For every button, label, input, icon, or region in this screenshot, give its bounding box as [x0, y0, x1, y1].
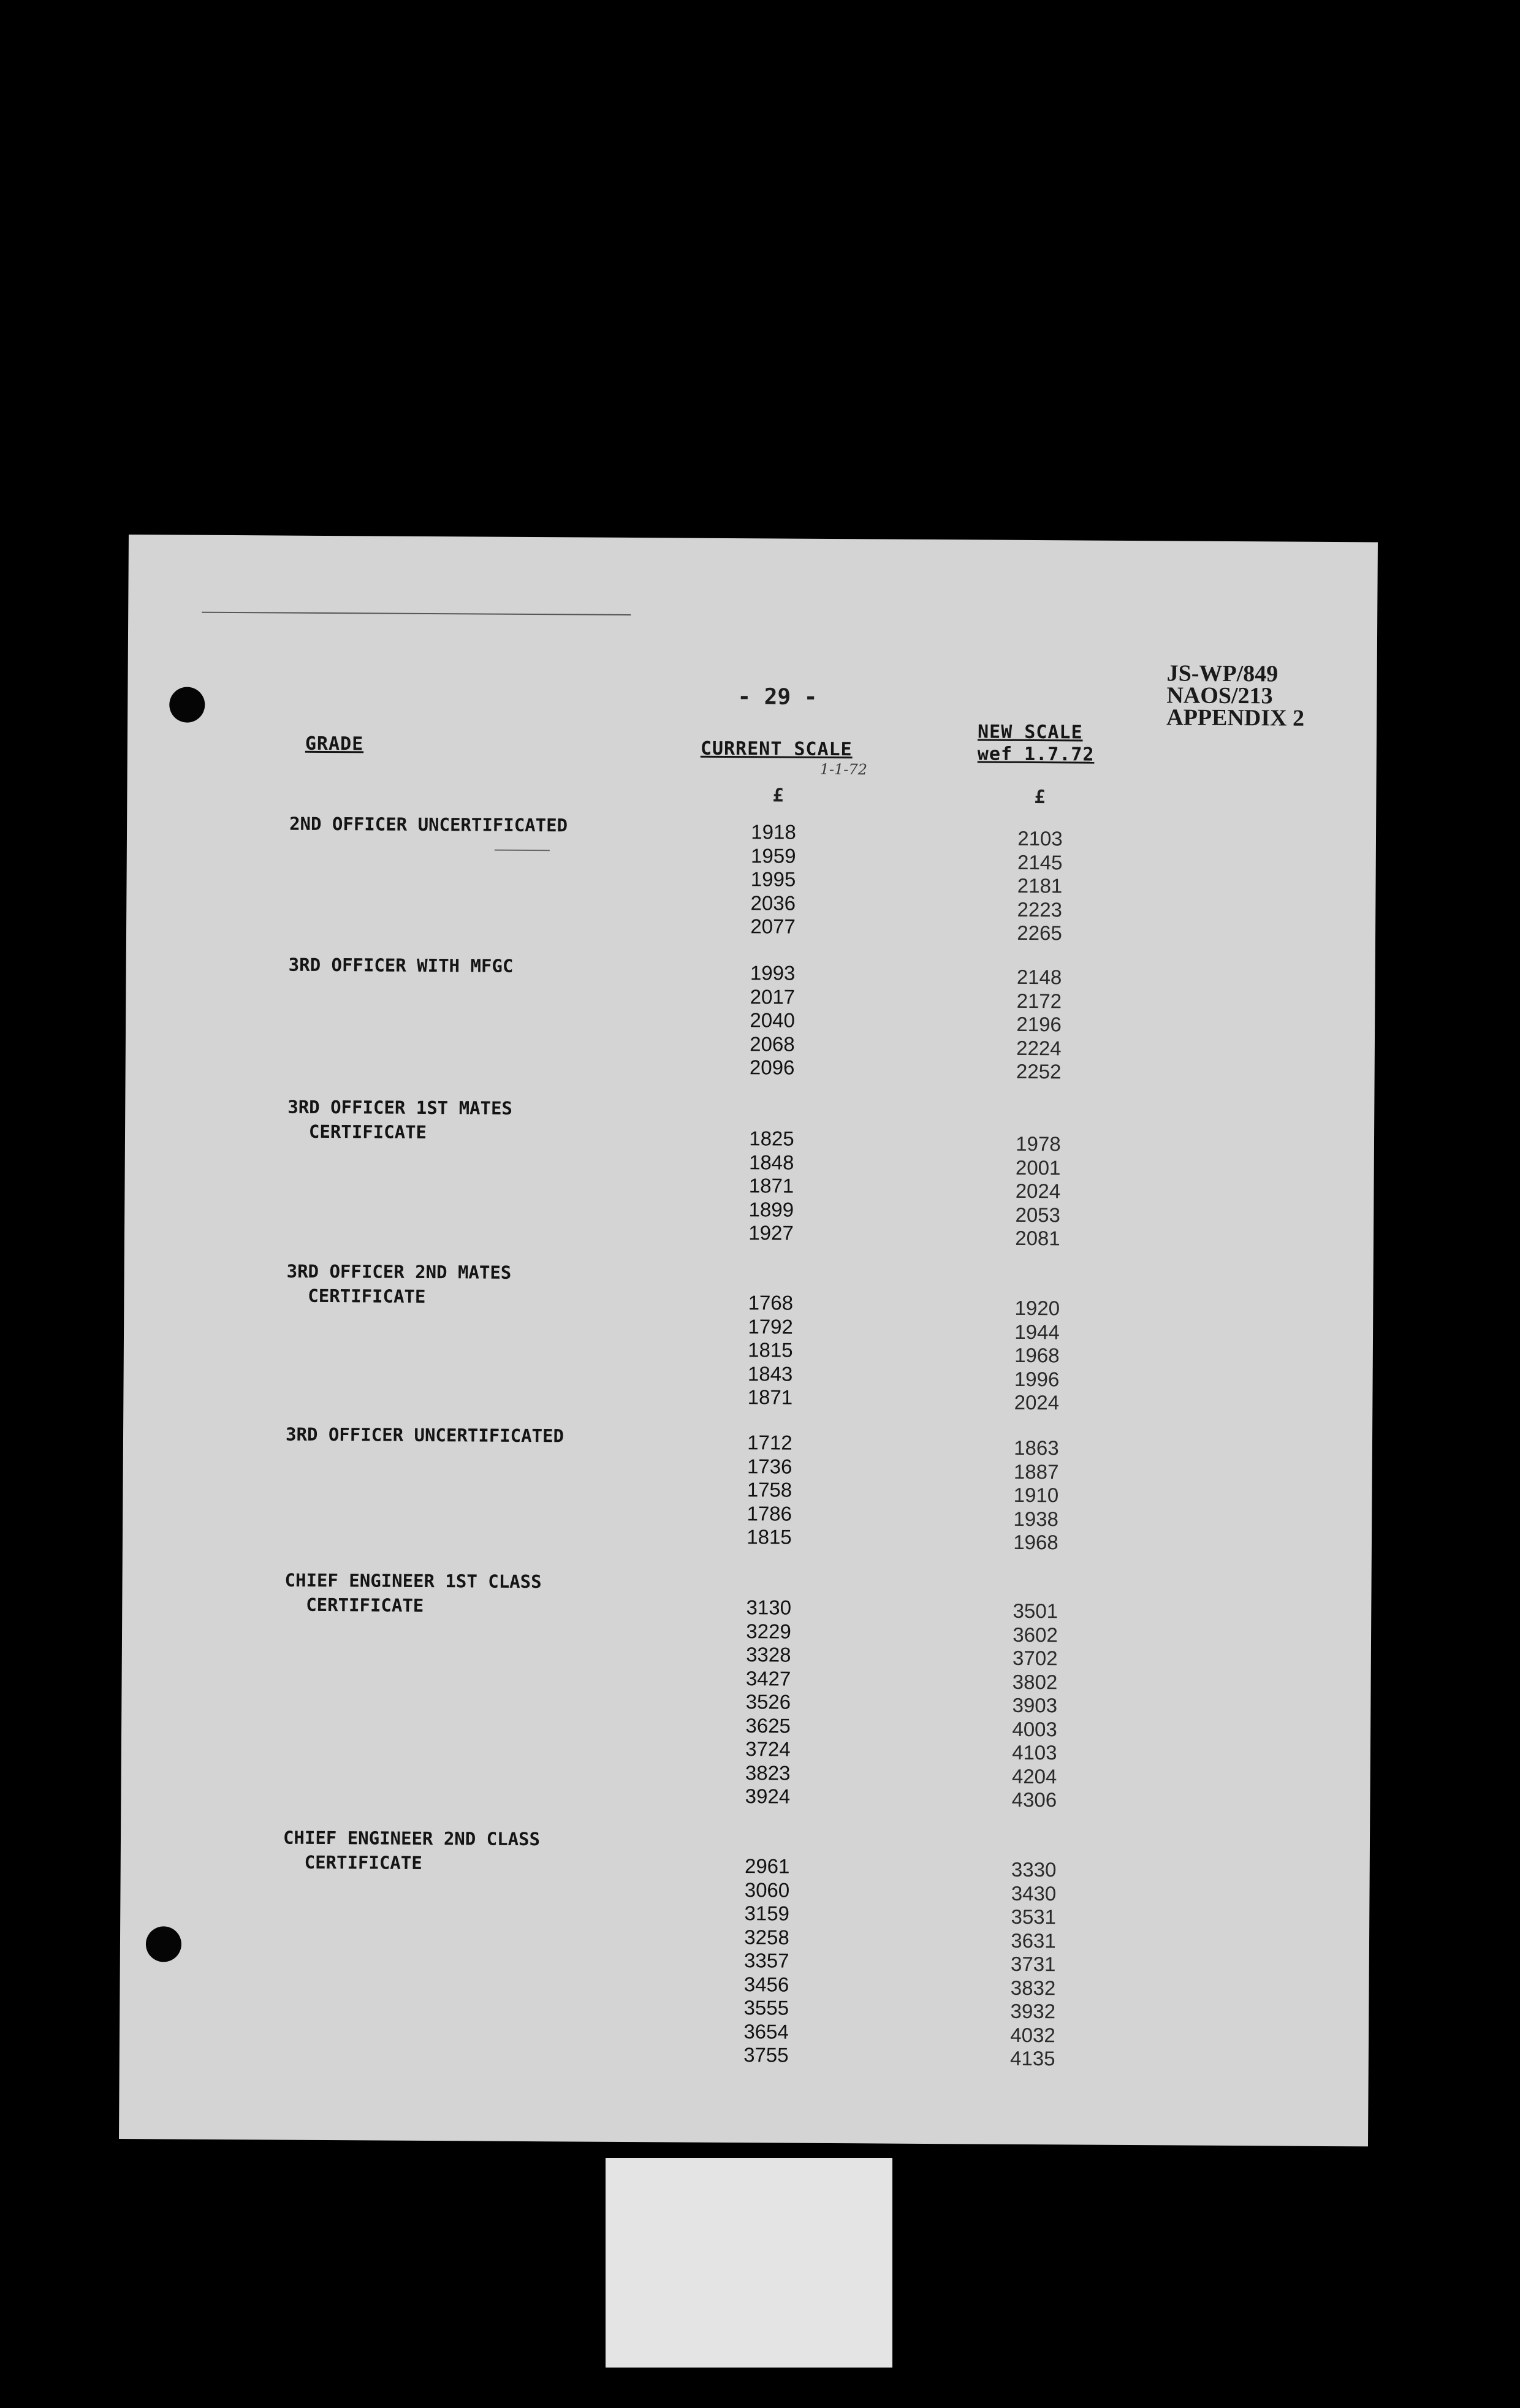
- new-value: 3501: [1013, 1599, 1058, 1623]
- new-value: 1944: [1014, 1320, 1060, 1343]
- grade-underline: [495, 850, 550, 852]
- current-value: 1871: [747, 1385, 793, 1409]
- current-value: 1768: [748, 1291, 794, 1314]
- current-value: 1736: [747, 1454, 792, 1478]
- current-value: 1758: [747, 1478, 792, 1501]
- new-value: 2103: [1017, 826, 1063, 850]
- grade-label: 2ND OFFICER UNCERTIFICATED: [289, 813, 568, 836]
- new-value: 3932: [1010, 1999, 1056, 2023]
- current-value: 1712: [747, 1431, 792, 1454]
- current-value: 3130: [746, 1596, 792, 1619]
- current-scale-values: [731, 1596, 805, 1808]
- new-value: 4135: [1010, 2046, 1055, 2070]
- current-value: 3456: [743, 1972, 789, 1996]
- new-value: 2224: [1016, 1036, 1062, 1059]
- current-value: 3357: [743, 1949, 789, 1972]
- current-value: 1786: [747, 1501, 792, 1525]
- new-value: 1863: [1014, 1436, 1059, 1460]
- current-value: 2096: [749, 1056, 795, 1079]
- current-value: 3159: [744, 1902, 790, 1925]
- current-value: 1959: [750, 844, 796, 867]
- paper-scrap: [606, 2158, 892, 2368]
- grade-label: 3RD OFFICER 2ND MATES CERTIFICATE: [286, 1260, 512, 1307]
- current-value: 3526: [745, 1690, 791, 1713]
- current-value: 3924: [745, 1785, 791, 1808]
- punch-hole-top: [169, 687, 205, 722]
- reference-line: NAOS/213: [1166, 682, 1273, 709]
- new-value: 2145: [1017, 850, 1063, 874]
- current-scale-currency: £: [772, 785, 784, 807]
- new-value: 2252: [1016, 1059, 1062, 1083]
- current-value: 1899: [748, 1197, 794, 1221]
- grade-label: 3RD OFFICER WITH MFGC: [288, 954, 514, 977]
- grade-label: 3RD OFFICER UNCERTIFICATED: [285, 1423, 564, 1447]
- current-value: 1848: [748, 1150, 794, 1174]
- new-value: 2001: [1015, 1156, 1061, 1179]
- new-value: 2196: [1016, 1012, 1062, 1036]
- current-value: 1993: [750, 961, 796, 985]
- new-scale-currency: £: [1034, 787, 1046, 809]
- new-scale-values: [1000, 1297, 1074, 1415]
- new-value: 2265: [1017, 921, 1062, 945]
- new-value: 3602: [1013, 1623, 1058, 1646]
- current-value: 2961: [744, 1854, 790, 1878]
- reference-line: APPENDIX 2: [1166, 704, 1305, 731]
- new-value: 1968: [1014, 1343, 1060, 1367]
- new-scale-values: [1003, 827, 1077, 945]
- new-scale-values: [999, 1436, 1073, 1555]
- current-value: 3060: [744, 1878, 790, 1902]
- new-value: 1978: [1016, 1132, 1061, 1156]
- new-value: 2024: [1014, 1390, 1060, 1414]
- new-value: 1887: [1013, 1460, 1059, 1483]
- new-scale-header: NEW SCALE: [977, 721, 1083, 744]
- current-value: 1918: [751, 820, 796, 844]
- current-value: 2036: [750, 891, 796, 915]
- grade-label: CHIEF ENGINEER 1ST CLASS CERTIFICATE: [284, 1569, 542, 1616]
- new-value: 3430: [1011, 1881, 1057, 1905]
- current-value: 3654: [743, 2019, 789, 2043]
- current-value: 3555: [743, 1996, 789, 2019]
- current-scale-values: [736, 820, 810, 939]
- new-value: 1968: [1013, 1530, 1058, 1554]
- current-value: 3258: [744, 1925, 789, 1949]
- current-value: 3823: [745, 1761, 791, 1785]
- new-value: 2024: [1015, 1179, 1061, 1203]
- new-scale-values: [997, 1599, 1072, 1812]
- new-value: 2181: [1017, 874, 1063, 897]
- new-value: 4103: [1012, 1740, 1057, 1764]
- new-value: 4003: [1012, 1717, 1057, 1740]
- current-value: 3724: [745, 1737, 791, 1761]
- current-value: 2040: [750, 1008, 795, 1032]
- current-value: 2068: [750, 1032, 795, 1056]
- new-value: 1938: [1013, 1507, 1059, 1530]
- document-page: [119, 535, 1378, 2146]
- new-value: 3832: [1010, 1976, 1056, 1999]
- current-value: 1927: [748, 1221, 794, 1244]
- page-number: - 29 -: [737, 684, 818, 710]
- current-value: 1825: [749, 1127, 794, 1150]
- new-value: 4306: [1011, 1788, 1057, 1812]
- current-scale-values: [732, 1431, 807, 1549]
- reference-line: JS-WP/849: [1166, 660, 1279, 687]
- new-scale-values: [1001, 1132, 1075, 1251]
- grade-label: 3RD OFFICER 1ST MATES CERTIFICATE: [287, 1096, 513, 1143]
- new-value: 1996: [1014, 1367, 1060, 1390]
- faint-top-rule: [202, 612, 631, 615]
- current-value: 3328: [746, 1643, 791, 1666]
- new-value: 3802: [1012, 1670, 1058, 1693]
- new-value: 3731: [1010, 1952, 1056, 1976]
- current-value: 2017: [750, 985, 796, 1008]
- new-value: 3330: [1011, 1857, 1057, 1881]
- new-value: 3903: [1012, 1693, 1058, 1717]
- new-scale-values: [1002, 966, 1076, 1084]
- new-value: 4204: [1011, 1764, 1057, 1788]
- current-scale-header: CURRENT SCALE: [700, 737, 853, 761]
- current-value: 1815: [747, 1525, 792, 1549]
- grade-column-header: GRADE: [305, 733, 364, 755]
- current-value: 3625: [745, 1713, 791, 1737]
- current-scale-values: [735, 961, 810, 1080]
- punch-hole-bottom: [146, 1926, 181, 1962]
- new-value: 2081: [1015, 1226, 1060, 1250]
- current-scale-values: [733, 1291, 807, 1409]
- new-value: 3631: [1011, 1929, 1056, 1952]
- new-value: 1910: [1013, 1483, 1059, 1507]
- new-value: 3531: [1011, 1905, 1057, 1929]
- new-value: 2148: [1016, 965, 1062, 989]
- current-value: 3229: [746, 1619, 791, 1643]
- current-value: 2077: [750, 915, 796, 938]
- current-scale-values: [729, 1854, 804, 2067]
- current-value: 1815: [748, 1338, 793, 1362]
- new-value: 2223: [1017, 897, 1063, 921]
- new-value: 2053: [1015, 1203, 1061, 1226]
- new-value: 2172: [1016, 989, 1062, 1012]
- new-scale-effective-date: wef 1.7.72: [977, 743, 1095, 766]
- new-value: 3702: [1013, 1646, 1058, 1670]
- current-value: 1871: [748, 1174, 794, 1197]
- current-value: 1995: [750, 867, 796, 891]
- new-scale-values: [996, 1858, 1071, 2071]
- current-value: 3755: [743, 2043, 789, 2067]
- current-scale-date-note: 1-1-72: [819, 760, 868, 779]
- grade-label: CHIEF ENGINEER 2ND CLASS CERTIFICATE: [283, 1827, 541, 1873]
- current-value: 3427: [745, 1666, 791, 1690]
- new-value: 1920: [1014, 1296, 1060, 1320]
- current-value: 1843: [747, 1362, 793, 1385]
- current-scale-values: [734, 1127, 808, 1245]
- current-value: 1792: [748, 1314, 793, 1338]
- new-value: 4032: [1010, 2023, 1055, 2046]
- reference-block: [1166, 662, 1304, 729]
